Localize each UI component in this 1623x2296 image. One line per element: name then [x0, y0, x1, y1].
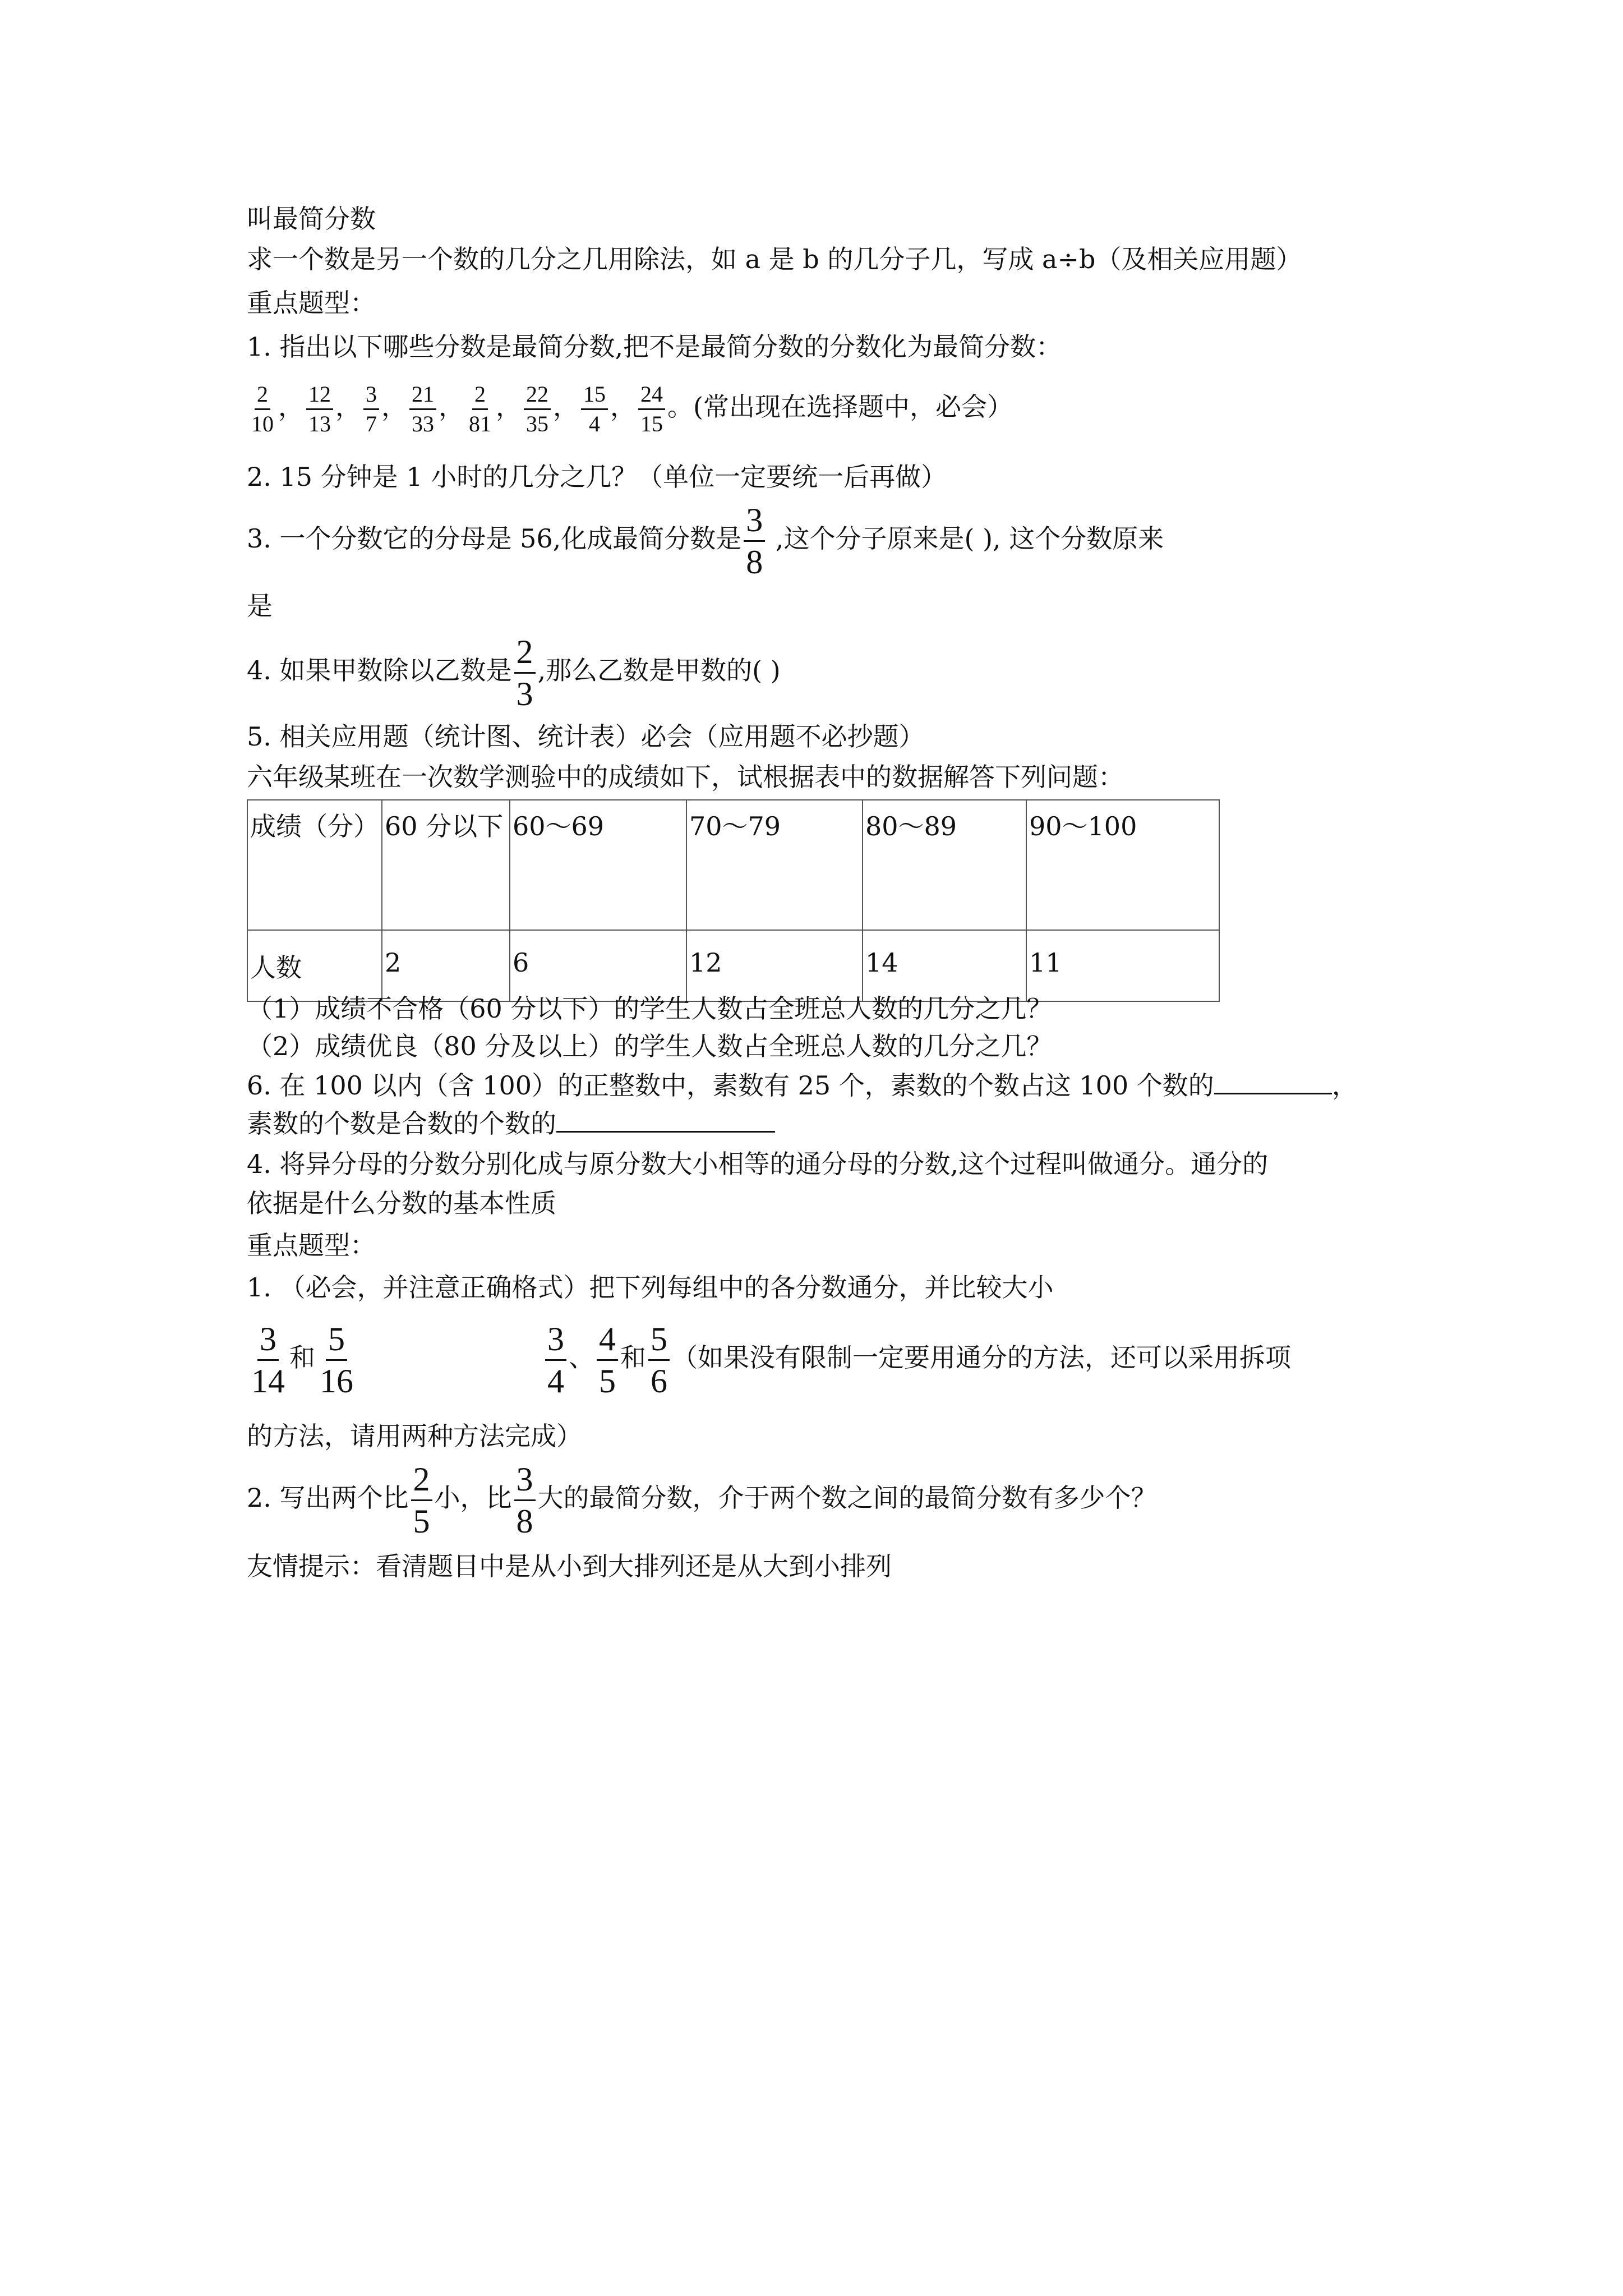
text-span: 、 — [569, 1342, 594, 1373]
denominator: 3 — [516, 675, 533, 712]
text-line: 的方法，请用两种方法完成） — [247, 1421, 582, 1451]
table-cell: 80～89 — [863, 800, 1026, 930]
denominator: 16 — [320, 1362, 353, 1400]
text-line: 叫最简分数 — [247, 204, 376, 234]
table-cell: 6 — [510, 930, 686, 1001]
numerator: 3 — [514, 1461, 536, 1501]
text-span: 素数的个数是合数的个数的 — [247, 1108, 556, 1139]
denominator: 8 — [516, 1502, 533, 1540]
question-1: 1. 指出以下哪些分数是最简分数,把不是最简分数的分数化为最简分数： — [247, 332, 1062, 362]
text-line: 依据是什么分数的基本性质 — [247, 1188, 556, 1218]
numerator: 5 — [326, 1320, 347, 1361]
numerator: 3 — [363, 382, 379, 410]
numerator: 4 — [597, 1320, 618, 1361]
table-cell: 70～79 — [686, 800, 863, 930]
text-span: 大的最简分数，介于两个数之间的最简分数有多少个？ — [537, 1483, 1157, 1513]
denominator: 14 — [251, 1362, 285, 1400]
fraction — [467, 382, 494, 436]
text-span: ,那么乙数是甲数的( ) — [537, 655, 781, 685]
table-cell: 成绩（分） — [247, 800, 382, 930]
text-span: ， — [610, 392, 636, 422]
table-cell: 11 — [1026, 930, 1219, 1001]
denominator: 7 — [366, 411, 377, 436]
question-1b: 1. （必会，并注意正确格式）把下列每组中的各分数通分，并比较大小 — [247, 1272, 1054, 1303]
section-heading: 重点题型： — [247, 1230, 376, 1260]
table-cell: 14 — [863, 930, 1026, 1001]
numerator: 15 — [581, 382, 608, 410]
numerator: 12 — [306, 382, 333, 410]
text-span: 2. 写出两个比 — [247, 1483, 409, 1513]
denominator: 4 — [547, 1362, 564, 1400]
fraction — [249, 382, 276, 436]
text-span: 小，比 — [434, 1483, 512, 1513]
question-2b — [247, 1456, 1157, 1540]
table-cell: 12 — [686, 930, 863, 1001]
denominator: 13 — [308, 411, 331, 436]
text-span: ， — [439, 392, 464, 422]
denominator: 81 — [469, 411, 491, 436]
numerator: 24 — [638, 382, 665, 410]
fraction — [524, 382, 551, 436]
fraction — [317, 1320, 356, 1400]
table-header-row — [247, 800, 1219, 930]
text-line: 求一个数是另一个数的几分之几用除法，如 a 是 b 的几分子几，写成 a÷b（及相关应用题） — [247, 244, 1302, 274]
hint-text: 友情提示：看清题目中是从小到大排列还是从大到小排列 — [247, 1551, 892, 1581]
denominator: 15 — [640, 411, 663, 436]
fraction-groups — [247, 1315, 1291, 1400]
text-span: ， — [278, 392, 304, 422]
question-6 — [247, 1069, 1358, 1102]
text-span: （如果没有限制一定要用通分的方法，还可以采用拆项 — [672, 1342, 1291, 1373]
denominator: 5 — [413, 1502, 430, 1540]
fraction — [514, 633, 536, 712]
numerator: 21 — [409, 382, 436, 410]
table-cell: 60～69 — [510, 800, 686, 930]
table-cell: 人数 — [247, 930, 382, 1001]
text-span: ， — [1331, 1070, 1358, 1101]
numerator: 3 — [257, 1320, 279, 1361]
denominator: 8 — [746, 543, 763, 581]
question-3 — [247, 496, 1164, 581]
denominator: 6 — [651, 1362, 667, 1400]
fraction — [581, 382, 608, 436]
fraction — [363, 382, 379, 436]
denominator: 5 — [599, 1362, 616, 1400]
sub-question: （1）成绩不合格（60 分以下）的学生人数占全班总人数的几分之几？ — [247, 993, 1053, 1024]
numerator: 2 — [514, 633, 536, 674]
denominator: 35 — [526, 411, 548, 436]
text-line: 六年级某班在一次数学测验中的成绩如下，试根据表中的数据解答下列问题： — [247, 762, 1124, 792]
fraction — [409, 382, 436, 436]
text-span: 和 — [289, 1342, 315, 1373]
fraction — [514, 1461, 536, 1540]
question-4 — [247, 631, 781, 712]
text-line: 是 — [247, 591, 273, 621]
denominator: 10 — [251, 411, 274, 436]
text-span: 6. 在 100 以内（含 100）的正整数中，素数有 25 个，素数的个数占这 100 个数的 — [247, 1070, 1214, 1101]
text-span: 4. 如果甲数除以乙数是 — [247, 655, 512, 685]
fraction — [597, 1320, 618, 1400]
text-span: 3. 一个分数它的分母是 56,化成最简分数是 — [247, 523, 742, 554]
numerator: 2 — [255, 382, 270, 410]
section-heading: 重点题型： — [247, 288, 376, 318]
answer-blank[interactable] — [1214, 1070, 1332, 1094]
fraction — [638, 382, 665, 436]
fraction — [648, 1320, 670, 1400]
denominator: 4 — [589, 411, 600, 436]
numerator: 2 — [411, 1461, 432, 1501]
numerator: 3 — [744, 501, 765, 542]
question-2: 2. 15 分钟是 1 小时的几分之几？（单位一定要统一后再做） — [247, 462, 947, 492]
text-span: ， — [335, 392, 361, 422]
text-span: ， — [496, 392, 522, 422]
text-span: ， — [381, 392, 407, 422]
text-span: 。(常出现在选择题中，必会） — [667, 392, 1013, 422]
denominator: 33 — [412, 411, 434, 436]
text-span: ,这个分子原来是( ), 这个分数原来 — [767, 523, 1164, 554]
fraction — [545, 1320, 566, 1400]
text-line — [247, 1107, 775, 1140]
numerator: 22 — [524, 382, 551, 410]
numerator: 3 — [545, 1320, 566, 1361]
fraction — [411, 1461, 432, 1540]
score-table — [247, 799, 1220, 1002]
text-line: 4. 将异分母的分数分别化成与原分数大小相等的通分母的分数,这个过程叫做通分。通分的 — [247, 1149, 1269, 1179]
question-5: 5. 相关应用题（统计图、统计表）必会（应用题不必抄题） — [247, 721, 925, 752]
table-cell: 2 — [382, 930, 510, 1001]
sub-question: （2）成绩优良（80 分及以上）的学生人数占全班总人数的几分之几？ — [247, 1031, 1053, 1061]
numerator: 5 — [648, 1320, 670, 1361]
fraction — [744, 501, 765, 581]
fraction — [249, 1320, 287, 1400]
table-row — [247, 930, 1219, 1001]
text-span: 和 — [620, 1342, 646, 1373]
table-cell: 60 分以下 — [382, 800, 510, 930]
fraction — [306, 382, 333, 436]
table-cell: 90～100 — [1026, 800, 1219, 930]
answer-blank[interactable] — [556, 1108, 775, 1133]
text-span: ， — [553, 392, 579, 422]
numerator: 2 — [472, 382, 488, 410]
fraction-list — [247, 373, 1013, 440]
